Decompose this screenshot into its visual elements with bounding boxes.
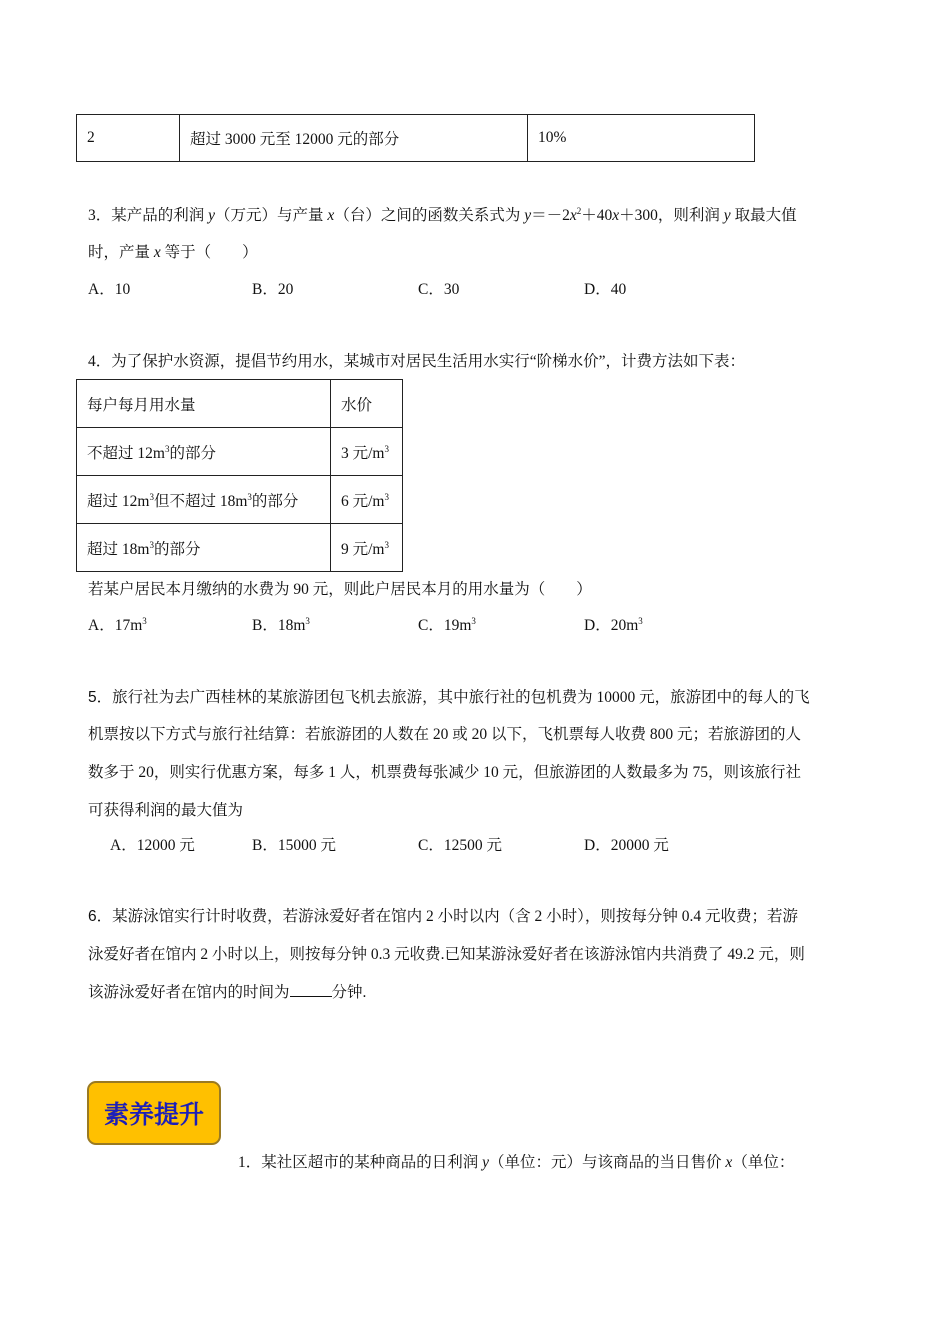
question-number: 4 <box>88 353 96 370</box>
q4-option-c[interactable]: C．$19m^3$ <box>418 615 476 634</box>
q3-line-2: 时，产量 x 等于（ ） <box>88 244 258 261</box>
section-badge: 素养提升 <box>87 1081 221 1145</box>
q4-option-d[interactable]: D．$20m^3$ <box>584 615 643 634</box>
table-cell: 9 元$/m^3$ <box>331 524 403 572</box>
q6-line-1: 6．某游泳馆实行计时收费，若游泳爱好者在馆内 2 小时以内（含 2 小时），则按每分钟 0.4 元收费；若游 <box>88 908 799 925</box>
table-cell: 超过 $18m^3$的部分 <box>77 524 331 572</box>
q5-option-c[interactable]: C．12500 元 <box>418 837 502 854</box>
table-cell: 10% <box>528 115 755 162</box>
q5-line-1: 5．旅行社为去广西桂林的某旅游团包飞机去旅游，其中旅行社的包机费为 10000 元，旅游团中的每人的飞 <box>88 689 810 706</box>
q5-option-a[interactable]: A．12000 元 <box>110 837 195 854</box>
question-number: 6 <box>88 908 97 925</box>
table-cell: 超过 3000 元至 12000 元的部分 <box>180 115 528 162</box>
q4-option-b[interactable]: B．$18m^3$ <box>252 615 310 634</box>
q5-line-3: 数多于 20，则实行优惠方案，每多 1 人，机票费每张减少 10 元，但旅游团的人数最多为 75，则该旅行社 <box>88 764 802 781</box>
table-cell: 超过 $12m^3$但不超过 $18m^3$的部分 <box>77 476 331 524</box>
table-header-cell: 每户每月用水量 <box>77 380 331 428</box>
table-header-cell: 水价 <box>331 380 403 428</box>
q6-line-2: 泳爱好者在馆内 2 小时以上，则按每分钟 0.3 元收费.已知某游泳爱好者在该游泳馆内共消费了 49.2 元，则 <box>88 946 805 963</box>
table-cell: 不超过 $12m^3$的部分 <box>77 428 331 476</box>
s1-line-1: 1．某社区超市的某种商品的日利润 y（单位：元）与该商品的当日售价 x（单位： <box>238 1154 795 1171</box>
table-cell: 3 元$/m^3$ <box>331 428 403 476</box>
table-cell: 2 <box>77 115 180 162</box>
q5-line-2: 机票按以下方式与旅行社结算：若旅游团的人数在 20 或 20 以下，飞机票每人收费 800 元；若旅游团的人 <box>88 726 802 743</box>
q3-line-1: 3．某产品的利润 y（万元）与产量 x（台）之间的函数关系式为 $y=-2x^2+40x+300$，则利润 y 取最大值 <box>88 205 797 224</box>
question-number: 3 <box>88 207 96 224</box>
q5-line-4: 可获得利润的最大值为 <box>88 802 244 819</box>
q3-option-b[interactable]: B．20 <box>252 281 294 298</box>
q3-option-c[interactable]: C．30 <box>418 281 460 298</box>
q5-option-d[interactable]: D．20000 元 <box>584 837 669 854</box>
answer-blank[interactable] <box>290 982 332 997</box>
q4-question: 若某户居民本月缴纳的水费为 90 元，则此户居民本月的用水量为（ ） <box>88 581 592 598</box>
q6-line-3: 该游泳爱好者在馆内的时间为 分钟. <box>88 984 367 1001</box>
q5-option-b[interactable]: B．15000 元 <box>252 837 336 854</box>
tax-table-fragment <box>76 114 755 162</box>
table-cell: 6 元$/m^3$ <box>331 476 403 524</box>
q4-option-a[interactable]: A．$17m^3$ <box>88 615 147 634</box>
question-number: 5 <box>88 689 97 706</box>
water-price-table <box>76 379 403 572</box>
q3-option-a[interactable]: A．10 <box>88 281 131 298</box>
q4-intro: 4．为了保护水资源，提倡节约用水，某城市对居民生活用水实行“阶梯水价”，计费方法如下表： <box>88 353 746 370</box>
q3-option-d[interactable]: D．40 <box>584 281 627 298</box>
